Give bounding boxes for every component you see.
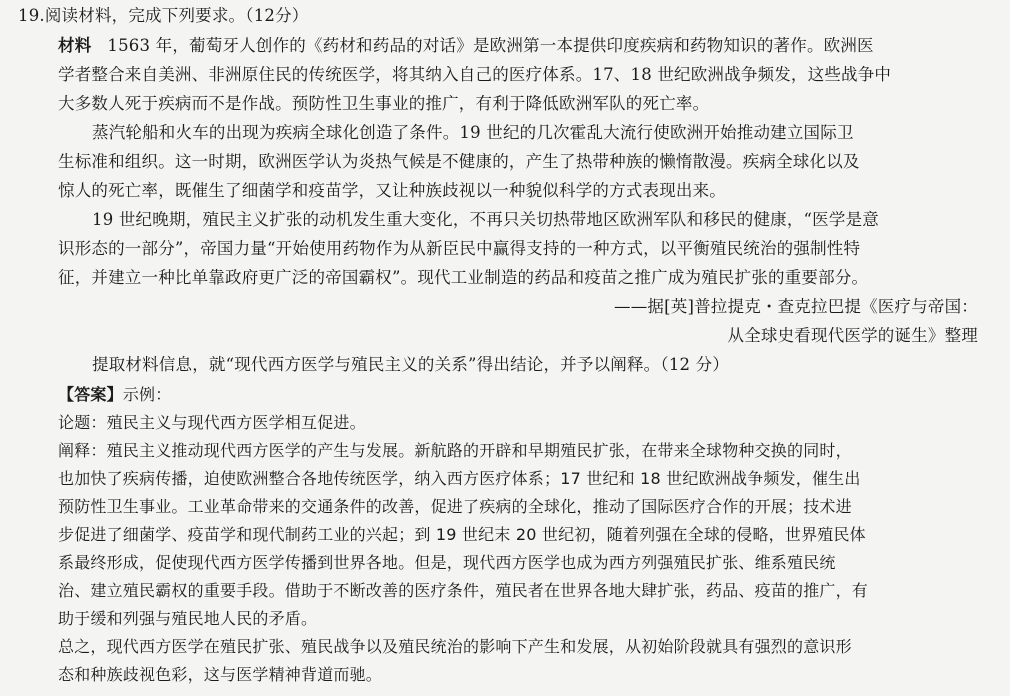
answer-intro: 示例：	[122, 385, 172, 404]
answer-line: 系最终形成，促使现代西方医学传播到世界各地。但是，现代西方医学也成为西方列强殖民扩张、维系殖民统	[58, 553, 836, 572]
material-line: 征，并建立一种比单靠政府更广泛的帝国霸权”。现代工业制造的药品和疫苗之推广成为殖民扩张的重要部分。	[58, 268, 869, 287]
material-text: 1563 年，葡萄牙人创作的《药材和药品的对话》是欧洲第一本提供印度疾病和药物知识的著作。欧洲医	[107, 36, 874, 55]
answer-label: 【答案】	[58, 385, 123, 404]
task-prompt: 提取材料信息，就“现代西方医学与殖民主义的关系”得出结论，并予以阐释。（12 分）	[92, 355, 730, 374]
source-citation-line-1: ——据[英]普拉提克・查克拉巴提《医疗与帝国：	[614, 297, 978, 316]
answer-line: 步促进了细菌学、疫苗学和现代制药工业的兴起；到 19 世纪末 20 世纪初，随着列强在全球的侵略，世界殖民体	[58, 525, 866, 544]
answer-line: 阐释：殖民主义推动现代西方医学的产生与发展。新航路的开辟和早期殖民扩张，在带来全球物种交换的同时，	[58, 441, 852, 460]
material-line: 蒸汽轮船和火车的出现为疾病全球化创造了条件。19 世纪的几次霍乱大流行使欧洲开始推动建立国际卫	[92, 123, 854, 142]
material-line: 生标准和组织。这一时期，欧洲医学认为炎热气候是不健康的，产生了热带种族的懒惰散漫。疾病全球化以及	[58, 152, 860, 171]
material-label: 材料	[58, 36, 92, 55]
material-first-line	[58, 32, 874, 60]
source-citation-line-2: 从全球史看现代医学的诞生》整理	[727, 326, 978, 345]
material-line: 惊人的死亡率，既催生了细菌学和疫苗学，又让种族歧视以一种貌似科学的方式表现出来。	[58, 181, 726, 200]
answer-line: 治、建立殖民霸权的重要手段。借助于不断改善的医疗条件，殖民者在世界各地大肆扩张，药品、疫苗的推广，有	[58, 581, 869, 600]
material-line: 大多数人死于疾病而不是作战。预防性卫生事业的推广，有利于降低欧洲军队的死亡率。	[58, 94, 710, 113]
material-line: 19 世纪晚期，殖民主义扩张的动机发生重大变化，不再只关切热带地区欧洲军队和移民的健康，“医学是意	[92, 210, 879, 229]
answer-line: 预防性卫生事业。工业革命带来的交通条件的改善，促进了疾病的全球化，推动了国际医疗合作的开展；技术进	[58, 497, 852, 516]
answer-line: 也加快了疾病传播，迫使欧洲整合各地传统医学，纳入西方医疗体系；17 世纪和 18 世纪欧洲战争频发，催生出	[58, 469, 861, 488]
material-line: 识形态的一部分”，帝国力量“开始使用药物作为从新臣民中赢得支持的一种方式，以平衡殖民统治的强制性特	[58, 239, 861, 258]
answer-conclusion-line: 态和种族歧视色彩，这与医学精神背道而驰。	[58, 665, 383, 684]
answer-line: 助于缓和列强与殖民地人民的矛盾。	[58, 609, 318, 628]
question-header: 19.阅读材料，完成下列要求。（12分）	[18, 6, 309, 25]
material-line: 学者整合来自美洲、非洲原住民的传统医学，将其纳入自己的医疗体系。17、18 世纪欧洲战争频发，这些战争中	[58, 65, 892, 84]
answer-thesis: 论题：殖民主义与现代西方医学相互促进。	[58, 413, 366, 432]
answer-conclusion-line: 总之，现代西方医学在殖民扩张、殖民战争以及殖民统治的影响下产生和发展，从初始阶段就具有强烈的意识形	[58, 637, 852, 656]
answer-header	[58, 381, 171, 409]
